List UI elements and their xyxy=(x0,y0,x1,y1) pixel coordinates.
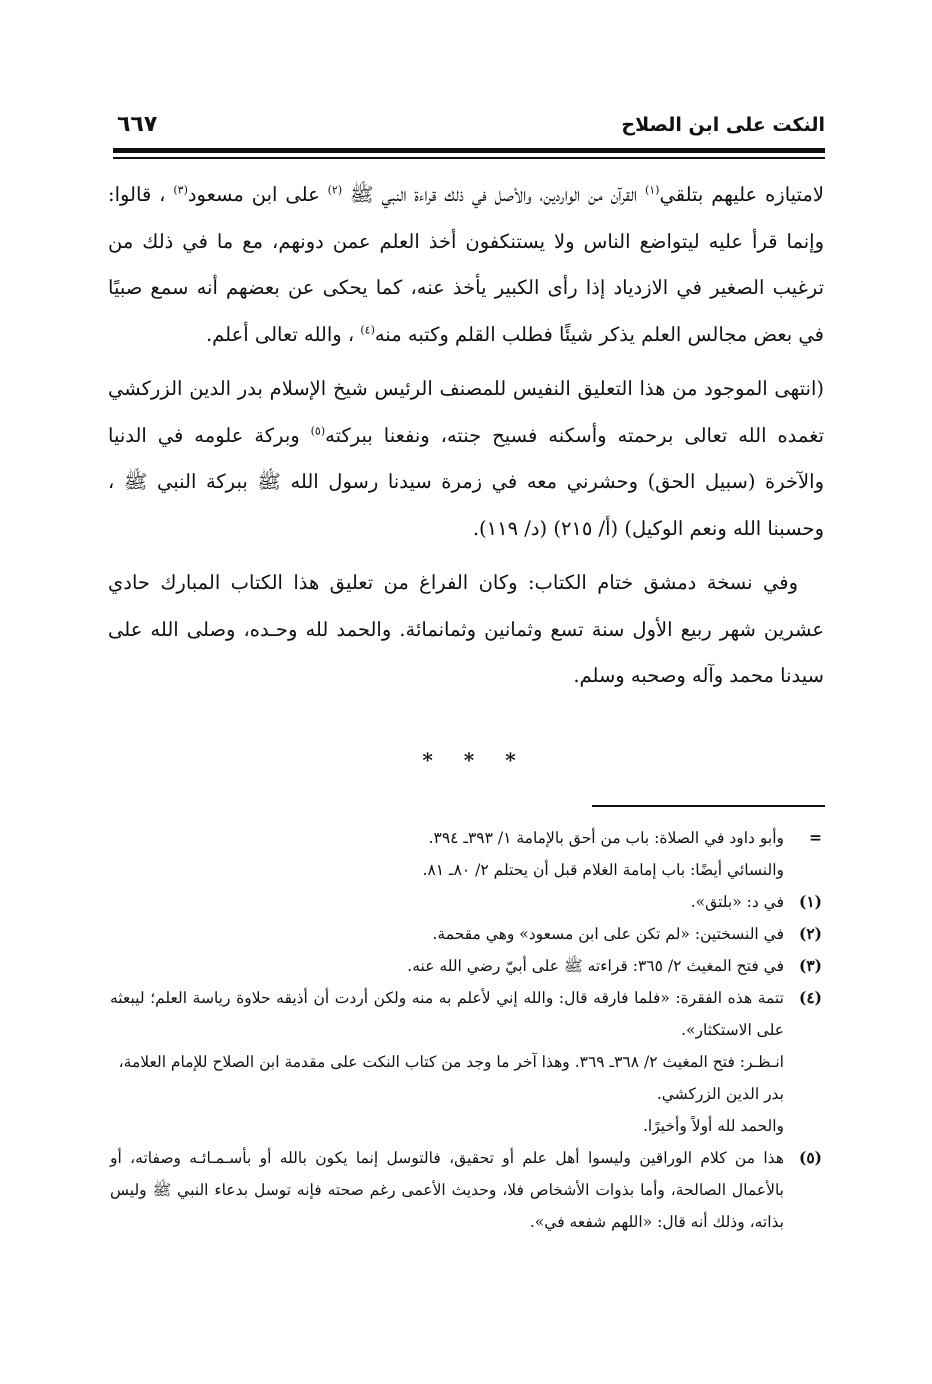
paragraph-3: وفي نسخة دمشق ختام الكتاب: وكان الفراغ من تعليق هذا الكتاب المبارك حادي عشرين شهر ربيع الأول سنة تسع وثمانين وثمانمائة. والحمد لله وحـده، وصلى الله على سيدنا محمد وآله وصحبه وسلم. xyxy=(108,571,824,687)
footnote-text: تتمة هذه الفقرة: «فلما فارقه قال: والله إني لأعلم به منه ولكن أردت أن أذيقه حلاوة رياسة العلم؛ ليبعثه على الاستكثار». xyxy=(110,989,784,1039)
footnote-continuation xyxy=(110,822,822,886)
continuation-line-2: والنسائي أيضًا: باب إمامة الغلام قبل أن يحتلم ٢/ ٨٠ـ ٨١. xyxy=(422,861,784,879)
header-rule-thick xyxy=(113,148,825,153)
footnote-ref-4: (٤) xyxy=(360,323,375,336)
p1-b: القرآن من الواردين، والأصل في ذلك قراءة النبي ﷺ xyxy=(342,183,645,206)
paragraph-2 xyxy=(108,366,824,552)
footnote-text: في د: «بلتق». xyxy=(690,893,784,911)
footnote-number: (٤) xyxy=(798,988,822,1007)
footnote-3 xyxy=(110,950,822,982)
footnote-4-extra-1: انـظـر: فتح المغيث ٢/ ٣٦٨ـ ٣٦٩. وهذا آخر ما وجد من كتاب النكت على مقدمة ابن الصلاح للإمام العلامة، بدر الدين الزركشي. xyxy=(118,1053,784,1103)
continuation-mark: = xyxy=(809,828,822,847)
p1-c: على ابن مسعود xyxy=(187,183,328,206)
p2-a: (انتهى الموجود من هذا التعليق النفيس للمصنف الرئيس شيخ الإسلام بدر الدين الزركشي تغمده الله تعالى برحمته وأسكنه فسيح جنته، ونفعنا ببركته xyxy=(108,377,824,447)
footnote-ref-5: (٥) xyxy=(310,424,326,437)
footnote-5 xyxy=(110,1142,822,1238)
running-title: النكت على ابن الصلاح xyxy=(621,114,825,136)
header-rule-thin xyxy=(113,157,825,159)
footnote-text: هذا من كلام الوراقين وليسوا أهل علم أو تحقيق، فالتوسل إنما يكون بالله أو بأسـمـائـه وصفاته، أو بالأعمال الصالحة، وأما بذوات الأشخاص فلا، وحديث الأعمى رغم صحته فإنه توسل بدعاء النبي ﷺ وليس بذاته، وذلك أنه قال: «اللهم شفعه في». xyxy=(110,1149,784,1231)
continuation-text xyxy=(110,822,784,886)
footnote-number: (١) xyxy=(798,892,822,911)
footnote-number: (٥) xyxy=(798,1148,822,1167)
main-text xyxy=(108,172,824,708)
section-end-stars: * * * xyxy=(422,748,528,772)
footnote-4 xyxy=(110,982,822,1046)
page-header xyxy=(113,110,825,150)
footnote-separator xyxy=(592,805,825,807)
footnote-text: في النسختين: «لم تكن على ابن مسعود» وهي مقحمة. xyxy=(432,925,784,943)
paragraph-1 xyxy=(108,172,824,358)
p2-b: وبركة علومه في الدنيا والآخرة (سبيل الحق) وحشرني معه في زمرة سيدنا رسول الله ﷺ ببركة النبي ﷺ ، وحسبنا الله ونعم الوكيل) (أ/ ٢١٥) (د/ ١١٩). xyxy=(108,423,824,540)
footnotes xyxy=(110,822,822,1238)
continuation-line-1: وأبو داود في الصلاة: باب من أحق بالإمامة ١/ ٣٩٣ـ ٣٩٤. xyxy=(428,829,784,847)
footnote-4-extra-2: والحمد لله أولاً وأخيرًا. xyxy=(642,1117,784,1135)
p1-e: ، والله تعالى أعلم. xyxy=(205,322,361,346)
footnote-ref-3: (٣) xyxy=(173,183,188,197)
footnote-number: (٣) xyxy=(798,956,822,975)
footnote-1 xyxy=(110,886,822,918)
footnote-number: (٢) xyxy=(798,924,822,943)
p1-a: لامتيازه عليهم بتلقي xyxy=(659,183,824,206)
footnote-text: في فتح المغيث ٢/ ٣٦٥: قراءته ﷺ على أبيّ رضي الله عنه. xyxy=(407,957,784,975)
footnote-2 xyxy=(110,918,822,950)
footnote-ref-1: (١) xyxy=(644,183,660,197)
footnote-ref-2: (٢) xyxy=(327,183,343,197)
page-number: ٦٦٧ xyxy=(117,112,158,137)
p1-d: ، قالوا: وإنما قرأ عليه ليتواضع الناس ولا يستنكفون أخذ العلم عمن دونهم، مع ما في ذلك من ترغيب الصغير في الازدياد إذا رأى الكبير يأخذ عنه، كما يحكى عن بعضهم أنه سمع صبيًا في بعض مجالس العلم يذكر شيئًا فطلب القلم وكتبه منه xyxy=(108,183,824,346)
